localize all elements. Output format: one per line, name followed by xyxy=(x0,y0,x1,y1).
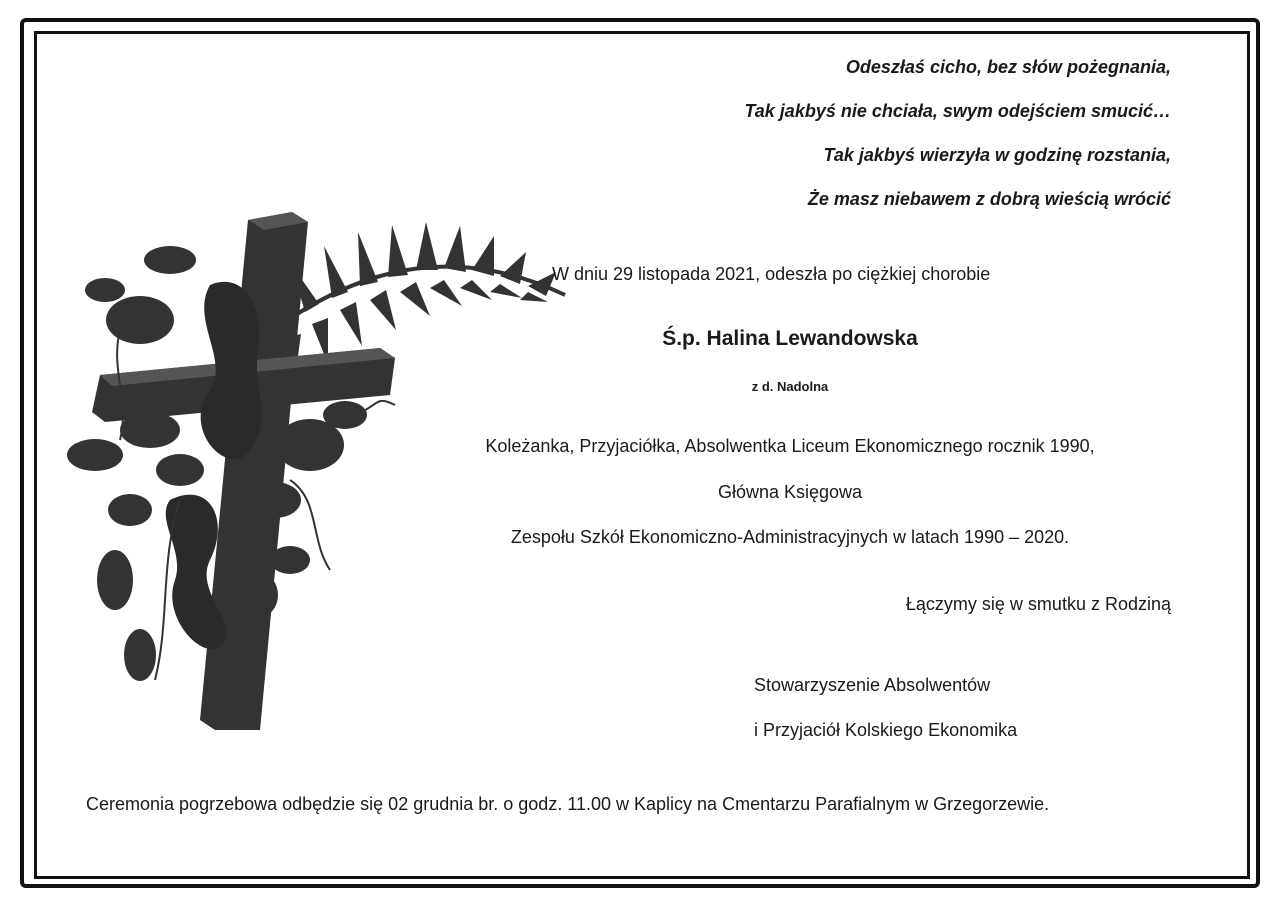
maiden-name: z d. Nadolna xyxy=(751,379,829,394)
role-line: Koleżanka, Przyjaciółka, Absolwentka Liceum Ekonomicznego rocznik 1990, xyxy=(485,436,1095,456)
signature-line: i Przyjaciół Kolskiego Ekonomika xyxy=(754,720,1018,740)
poem-line: Tak jakbyś nie chciała, swym odejściem smucić… xyxy=(744,101,1171,121)
deceased-name: Ś.p. Halina Lewandowska xyxy=(662,327,918,350)
poem-line: Że masz niebawem z dobrą wieścią wrócić xyxy=(807,189,1171,209)
signature-line: Stowarzyszenie Absolwentów xyxy=(754,675,991,695)
role-line: Główna Księgowa xyxy=(717,482,863,502)
poem-line: Tak jakbyś wierzyła w godzinę rozstania, xyxy=(823,145,1171,165)
role-line: Zespołu Szkół Ekonomiczno-Administracyjnych w latach 1990 – 2020. xyxy=(510,527,1070,547)
poem-line: Odeszłaś cicho, bez słów pożegnania, xyxy=(845,57,1171,77)
intro-text: W dniu 29 listopada 2021, odeszła po ciężkiej chorobie xyxy=(552,264,991,284)
ceremony-text: Ceremonia pogrzebowa odbędzie się 02 grudnia br. o godz. 11.00 w Kaplicy na Cmentarzu Parafialnym w Grzegorzewie. xyxy=(86,794,1050,814)
poem xyxy=(744,56,1171,232)
flower-icon xyxy=(106,296,174,344)
cross-with-palm-and-flowers-icon xyxy=(60,200,580,740)
condolence-text: Łączymy się w smutku z Rodziną xyxy=(905,594,1171,614)
